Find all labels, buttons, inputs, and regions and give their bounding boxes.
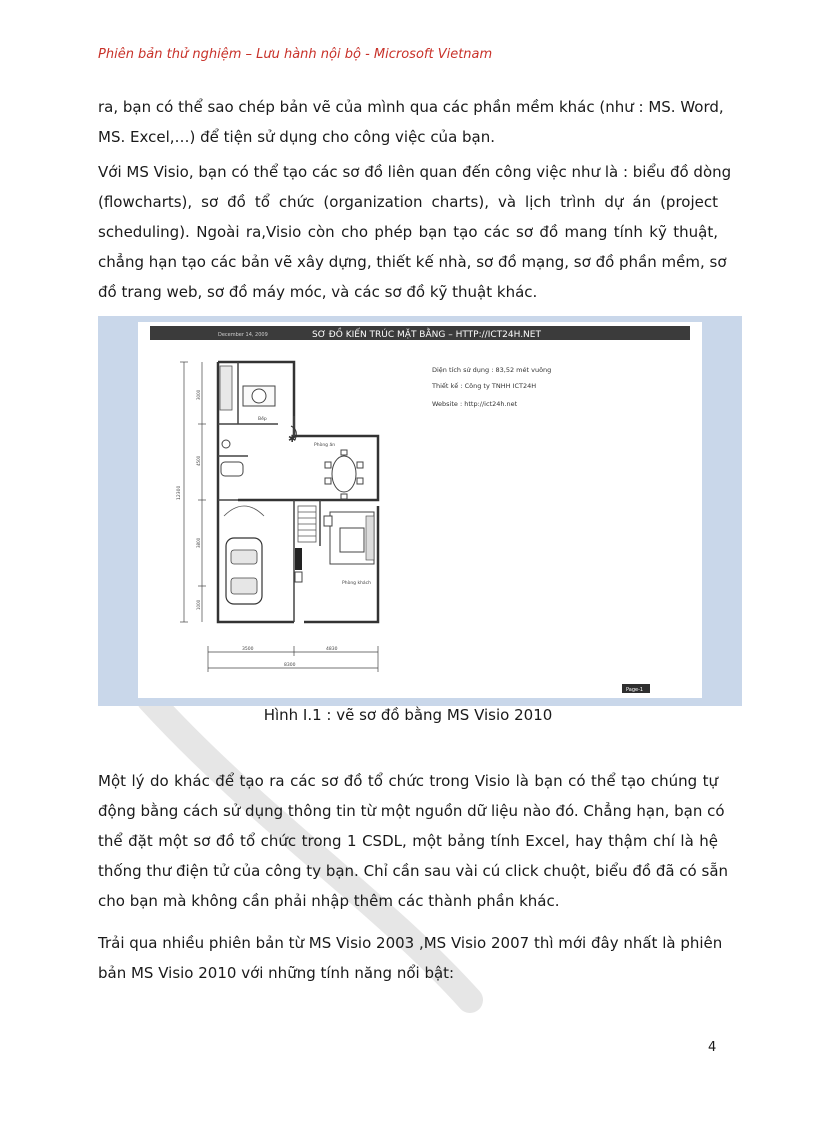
text-line: chẳng hạn tạo các bản vẽ xây dựng, thiết kế nhà, sơ đồ mạng, sơ đồ phần mềm, sơ <box>98 253 727 271</box>
dim-total-width: 8300 <box>284 663 296 668</box>
dim-total-height: 12300 <box>177 485 182 500</box>
kitchen-label: Bếp <box>258 417 267 422</box>
cabinet <box>295 548 302 582</box>
text-line: động bằng cách sử dụng thông tin từ một nguồn dữ liệu nào đó. Chẳng hạn, bạn có <box>98 802 725 820</box>
dim-3: 3800 <box>196 537 201 548</box>
floor-plan-drawing <box>98 316 742 706</box>
paragraph-2 <box>98 157 732 307</box>
text-line: thống thư điện tử của công ty bạn. Chỉ cần sau vài cú click chuột, biểu đồ đã có sẵn <box>98 862 729 880</box>
staircase <box>298 506 316 542</box>
text-line: cho bạn mà không cần phải nhập thêm các thành phần khác. <box>98 892 560 910</box>
page-number: 4 <box>708 1040 717 1055</box>
plant-icon: ✱ <box>288 434 297 445</box>
text-line: Trải qua nhiều phiên bản từ MS Visio 2003 ,MS Visio 2007 thì mới đây nhất là phiên <box>98 934 723 952</box>
dim-4: 1000 <box>196 599 201 610</box>
text-line: (flowcharts), sơ đồ tổ chức (organization charts), và lịch trình dự án (project <box>98 193 718 211</box>
text-line: bản MS Visio 2010 với những tính năng nổi bật: <box>98 964 455 982</box>
dim-left-width: 3500 <box>242 647 254 652</box>
living-label: Phòng khách <box>342 581 371 586</box>
paragraph-3 <box>98 766 729 916</box>
text-line: đồ trang web, sơ đồ máy móc, và các sơ đồ kỹ thuật khác. <box>98 283 538 301</box>
drawing-date: December 14, 2009 <box>218 332 268 338</box>
dining-label: Phòng ăn <box>314 443 336 448</box>
paragraph-4 <box>98 928 723 988</box>
dim-2: 4500 <box>196 455 201 466</box>
floor-plan-figure <box>98 316 742 706</box>
text-line: Với MS Visio, bạn có thể tạo các sơ đồ liên quan đến công việc như là : biểu đồ dòng <box>98 163 732 181</box>
paragraph-1 <box>98 92 724 152</box>
text-line: thể đặt một sơ đồ tổ chức trong 1 CSDL, một bảng tính Excel, hay thậm chí là hệ <box>98 832 718 850</box>
info-website: Website : http://ict24h.net <box>432 400 518 408</box>
drawing-title: SƠ ĐỒ KIẾN TRÚC MẶT BẰNG – HTTP://ICT24H.NET <box>312 330 541 340</box>
dim-1: 3000 <box>196 389 201 400</box>
text-line: ra, bạn có thể sao chép bản vẽ của mình qua các phần mềm khác (như : MS. Word, <box>98 98 724 116</box>
text-line: scheduling). Ngoài ra,Visio còn cho phép bạn tạo các sơ đồ mang tính kỹ thuật, <box>98 223 718 241</box>
page-header: Phiên bản thử nghiệm – Lưu hành nội bộ - Microsoft Vietnam <box>98 47 493 62</box>
info-area: Diện tích sử dụng : 83,52 mét vuông <box>432 366 552 374</box>
figure-caption: Hình I.1 : vẽ sơ đồ bằng MS Visio 2010 <box>263 706 553 724</box>
page-tab-label: Page-1 <box>626 687 644 693</box>
dim-right-width: 4830 <box>326 647 338 652</box>
text-line: MS. Excel,…) để tiện sử dụng cho công việc của bạn. <box>98 128 496 146</box>
text-line: Một lý do khác để tạo ra các sơ đồ tổ chức trong Visio là bạn có thể tạo chúng tự <box>98 772 718 790</box>
info-designer: Thiết kế : Công ty TNHH ICT24H <box>432 382 537 390</box>
